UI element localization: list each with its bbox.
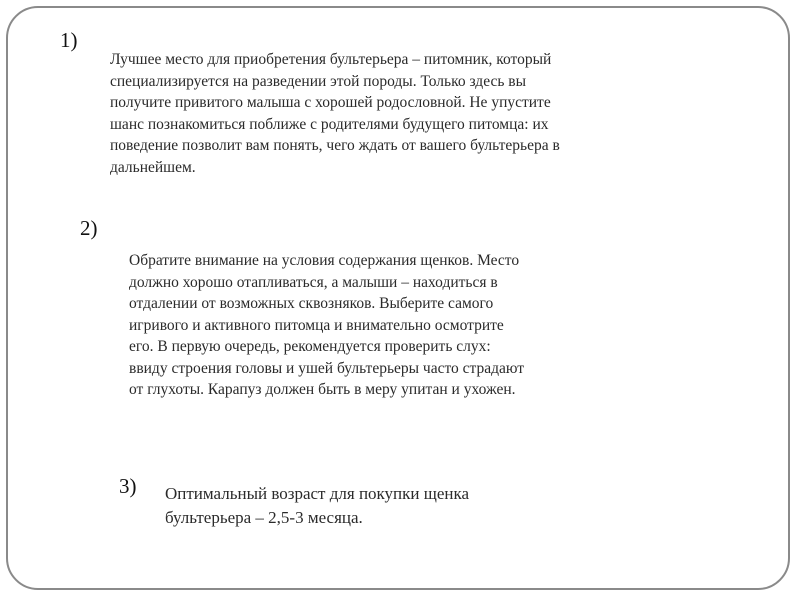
text-line: от глухоты. Карапуз должен быть в меру упитан и ухожен. bbox=[129, 381, 516, 398]
text-line: его. В первую очередь, рекомендуется проверить слух: bbox=[129, 338, 491, 355]
text-line: поведение позволит вам понять, чего ждать от вашего бультерьера в bbox=[110, 137, 560, 154]
text-line: бультерьера – 2,5-3 месяца. bbox=[165, 508, 363, 527]
text-line: Оптимальный возраст для покупки щенка bbox=[165, 484, 470, 503]
item-number-2: 2) bbox=[80, 216, 98, 240]
text-line: Лучшее место для приобретения бультерьера – питомник, который bbox=[110, 51, 552, 68]
text-line: дальнейшем. bbox=[110, 158, 196, 176]
paragraph-1 bbox=[110, 49, 560, 178]
text-line: должно хорошо отапливаться, а малыши – находиться в bbox=[129, 273, 498, 291]
text-line: получите привитого малыша с хорошей родословной. Не упустите bbox=[110, 94, 551, 111]
paragraph-3 bbox=[165, 482, 469, 530]
paragraph-2 bbox=[129, 250, 524, 401]
item-number-3: 3) bbox=[119, 474, 137, 498]
text-line: игривого и активного питомца и внимательно осмотрите bbox=[129, 316, 504, 334]
text-line: шанс познакомиться поближе с родителями будущего питомца: их bbox=[110, 115, 549, 133]
text-line: отдалении от возможных сквозняков. Выберите самого bbox=[129, 295, 494, 312]
text-line: Обратите внимание на условия содержания щенков. Место bbox=[129, 252, 520, 269]
item-number-1: 1) bbox=[60, 28, 78, 52]
text-line: ввиду строения головы и ушей бультерьеры часто страдают bbox=[129, 359, 525, 377]
text-line: специализируется на разведении этой породы. Только здесь вы bbox=[110, 72, 527, 90]
